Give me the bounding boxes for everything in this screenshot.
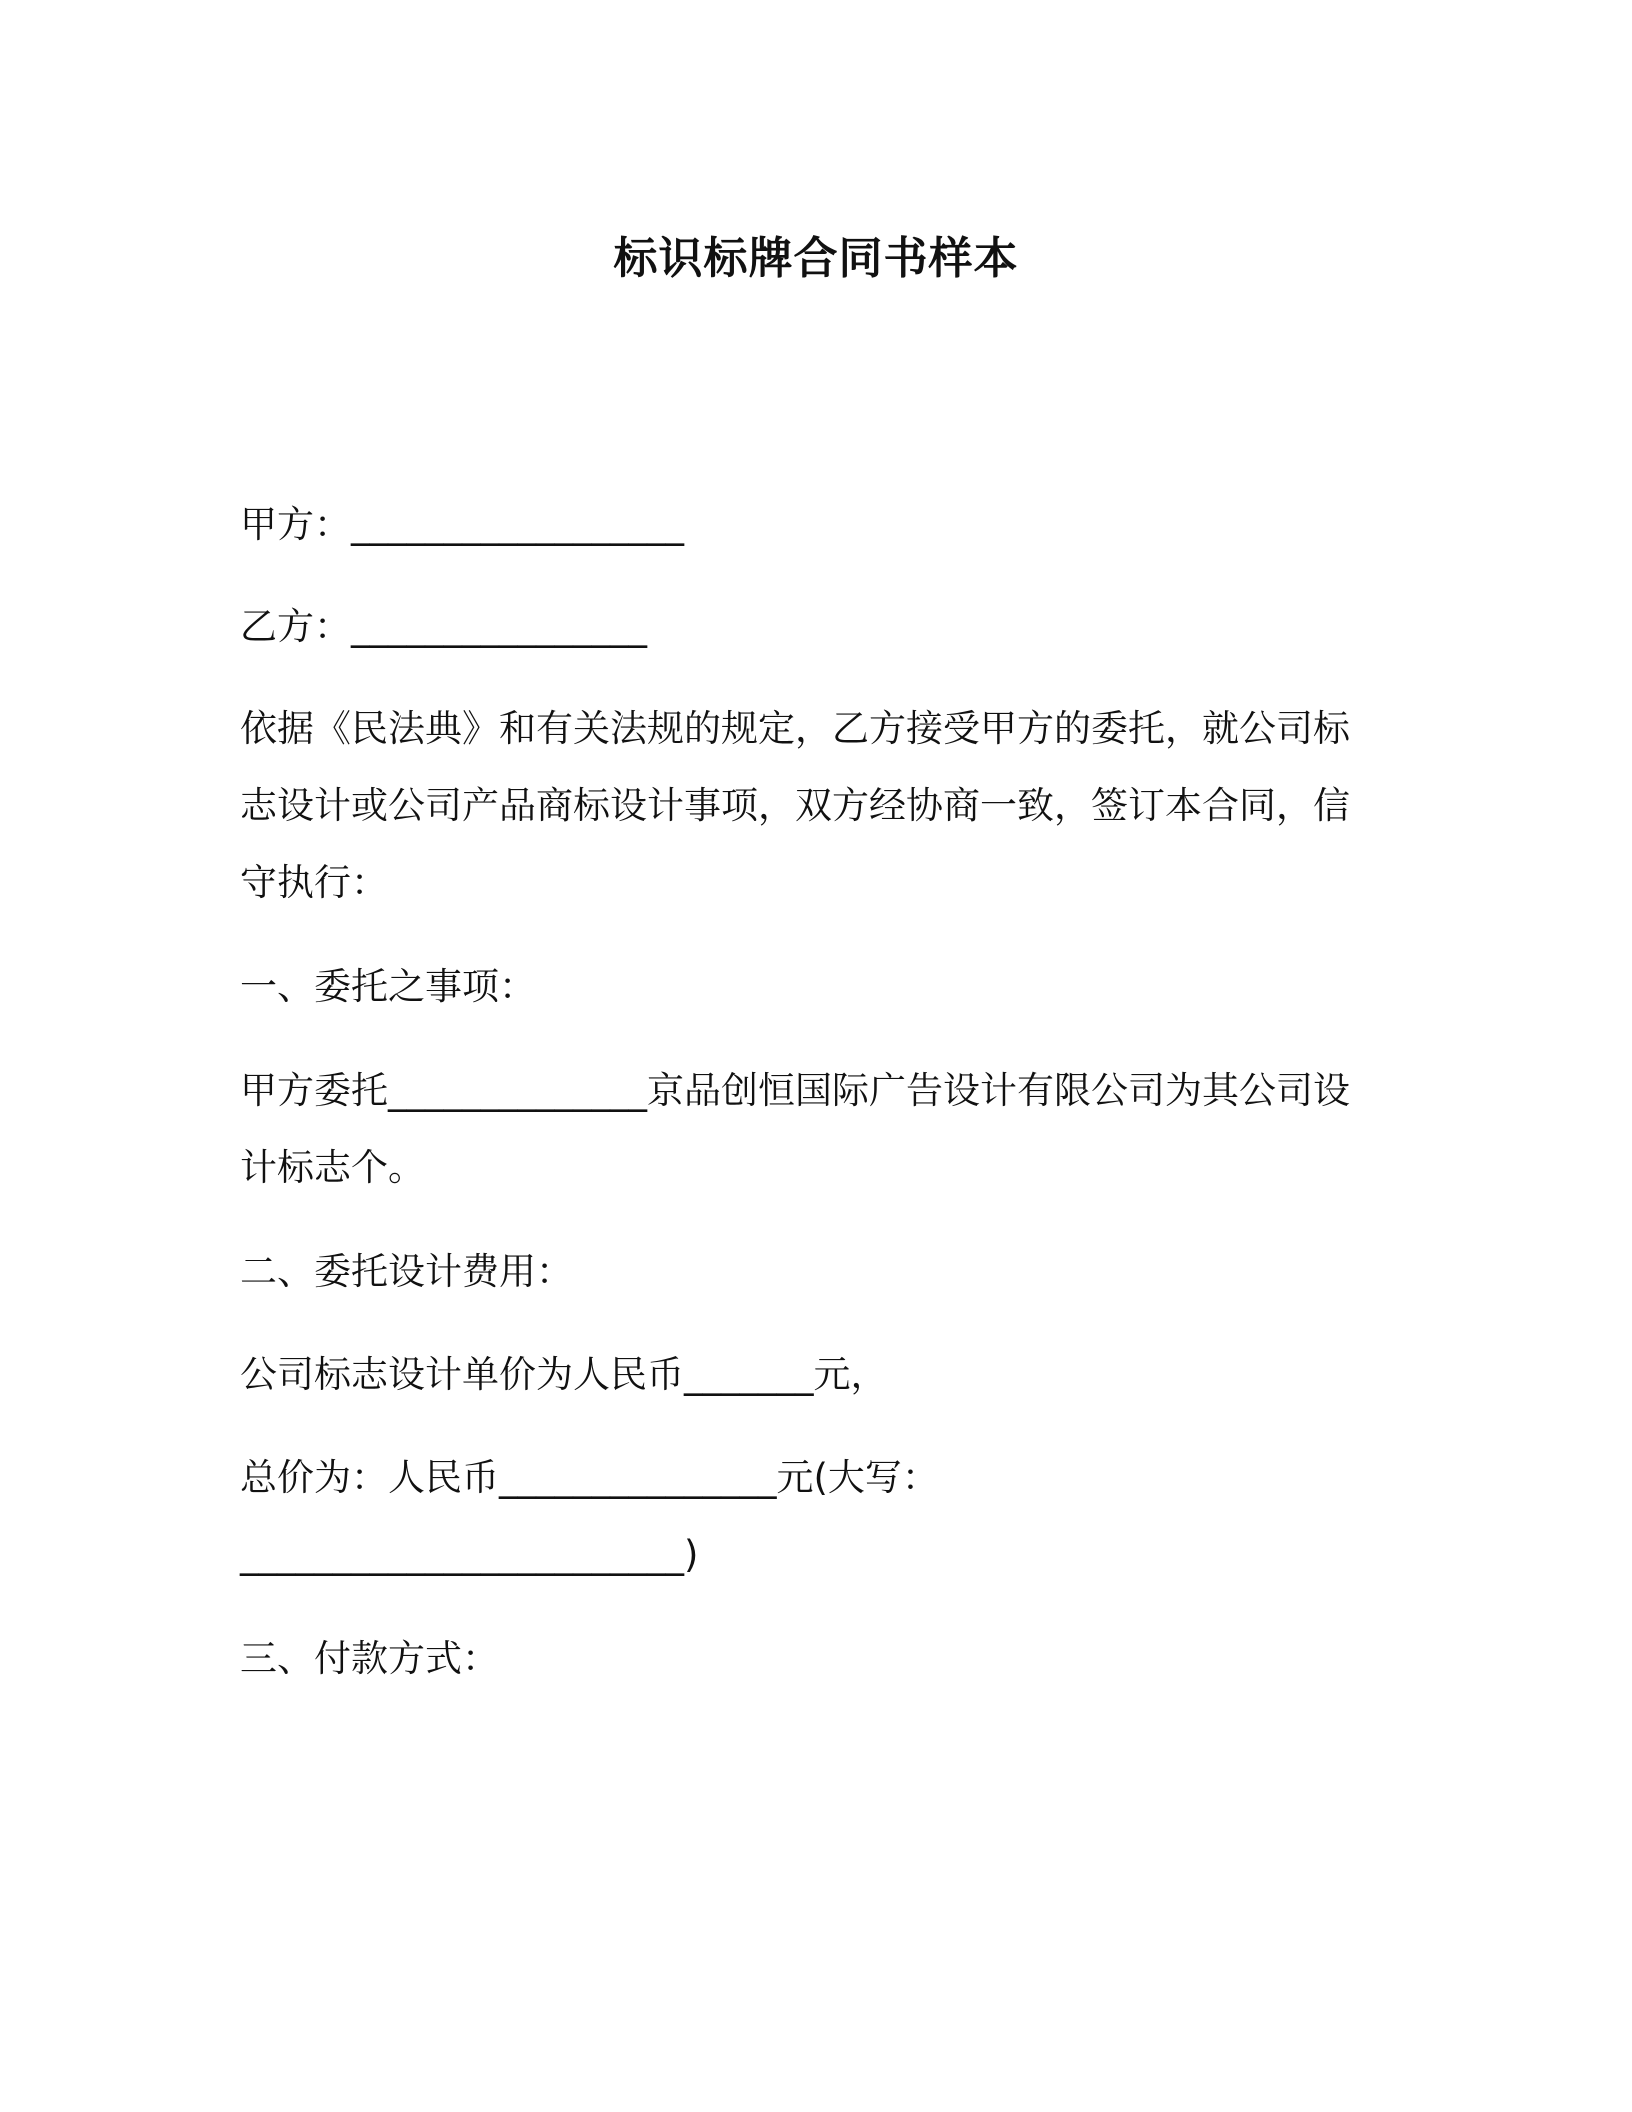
section-1-line-2: 计标志个。 <box>240 1146 425 1189</box>
intro-line-1: 依据《民法典》和有关法规的规定，乙方接受甲方的委托，就公司标 <box>240 707 1350 750</box>
section-1-heading: 一、委托之事项： <box>240 965 536 1008</box>
party-a-line: 甲方：__________________ <box>240 503 684 546</box>
section-3-heading: 三、付款方式： <box>240 1637 499 1680</box>
intro-line-3: 守执行： <box>240 861 388 904</box>
section-2-unit-price: 公司标志设计单价为人民币_______元， <box>240 1353 888 1396</box>
section-1-line-1: 甲方委托______________京品创恒国际广告设计有限公司为其公司设 <box>240 1069 1350 1112</box>
document-title: 标识标牌合同书样本 <box>613 233 1019 284</box>
intro-line-2: 志设计或公司产品商标设计事项，双方经协商一致，签订本合同，信 <box>240 784 1350 827</box>
section-2-total-line-1: 总价为：人民币_______________元(大写： <box>240 1456 939 1499</box>
party-b-line: 乙方：________________ <box>240 605 647 648</box>
section-2-heading: 二、委托设计费用： <box>240 1250 573 1293</box>
section-2-total-line-2: ________________________) <box>240 1533 699 1576</box>
